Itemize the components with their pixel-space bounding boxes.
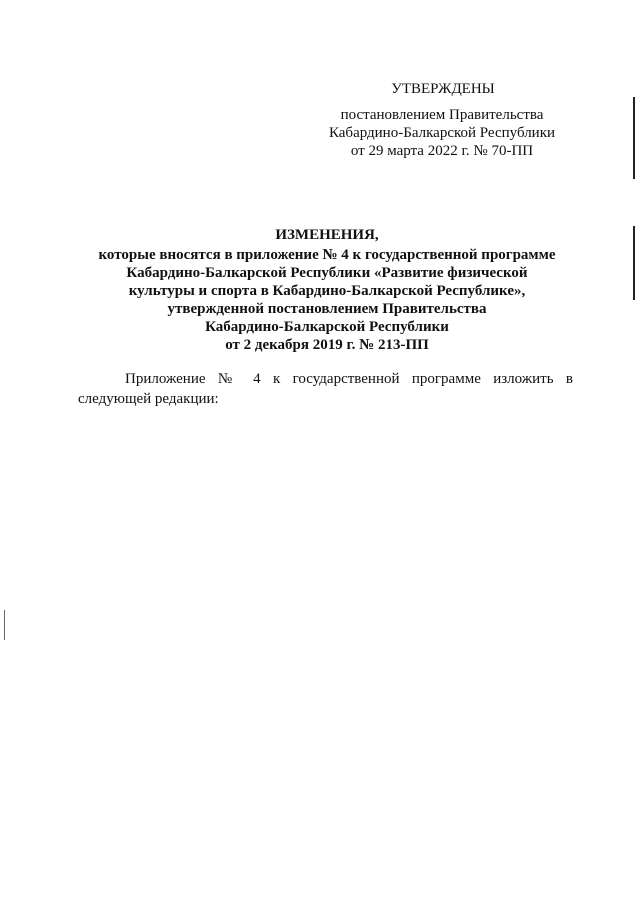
- scan-edge-mark: [633, 226, 635, 300]
- approval-line: Кабардино-Балкарской Республики: [328, 125, 556, 141]
- scan-edge-mark: [633, 97, 635, 179]
- document-title: ИЗМЕНЕНИЯ,: [275, 227, 379, 243]
- body-paragraph: Приложение № 4 к государственной программе изложить в следующей редакции:: [78, 371, 573, 407]
- approval-block: [322, 106, 562, 160]
- subtitle-line: Кабардино-Балкарской Республики: [205, 319, 449, 335]
- subtitle-line: Кабардино-Балкарской Республики «Развитие физической: [126, 265, 528, 281]
- approval-line: постановлением Правительства: [340, 107, 544, 123]
- approval-heading: УТВЕРЖДЕНЫ: [391, 81, 495, 97]
- subtitle-line: культуры и спорта в Кабардино-Балкарской Республике»,: [128, 283, 526, 299]
- approval-line: от 29 марта 2022 г. № 70-ПП: [350, 143, 534, 159]
- subtitle-line: от 2 декабря 2019 г. № 213-ПП: [225, 337, 429, 353]
- scan-edge-mark: [4, 610, 5, 640]
- subtitle-line: которые вносятся в приложение № 4 к государственной программе: [98, 247, 556, 263]
- subtitle-line: утвержденной постановлением Правительства: [167, 301, 487, 317]
- document-subtitle: [80, 246, 574, 354]
